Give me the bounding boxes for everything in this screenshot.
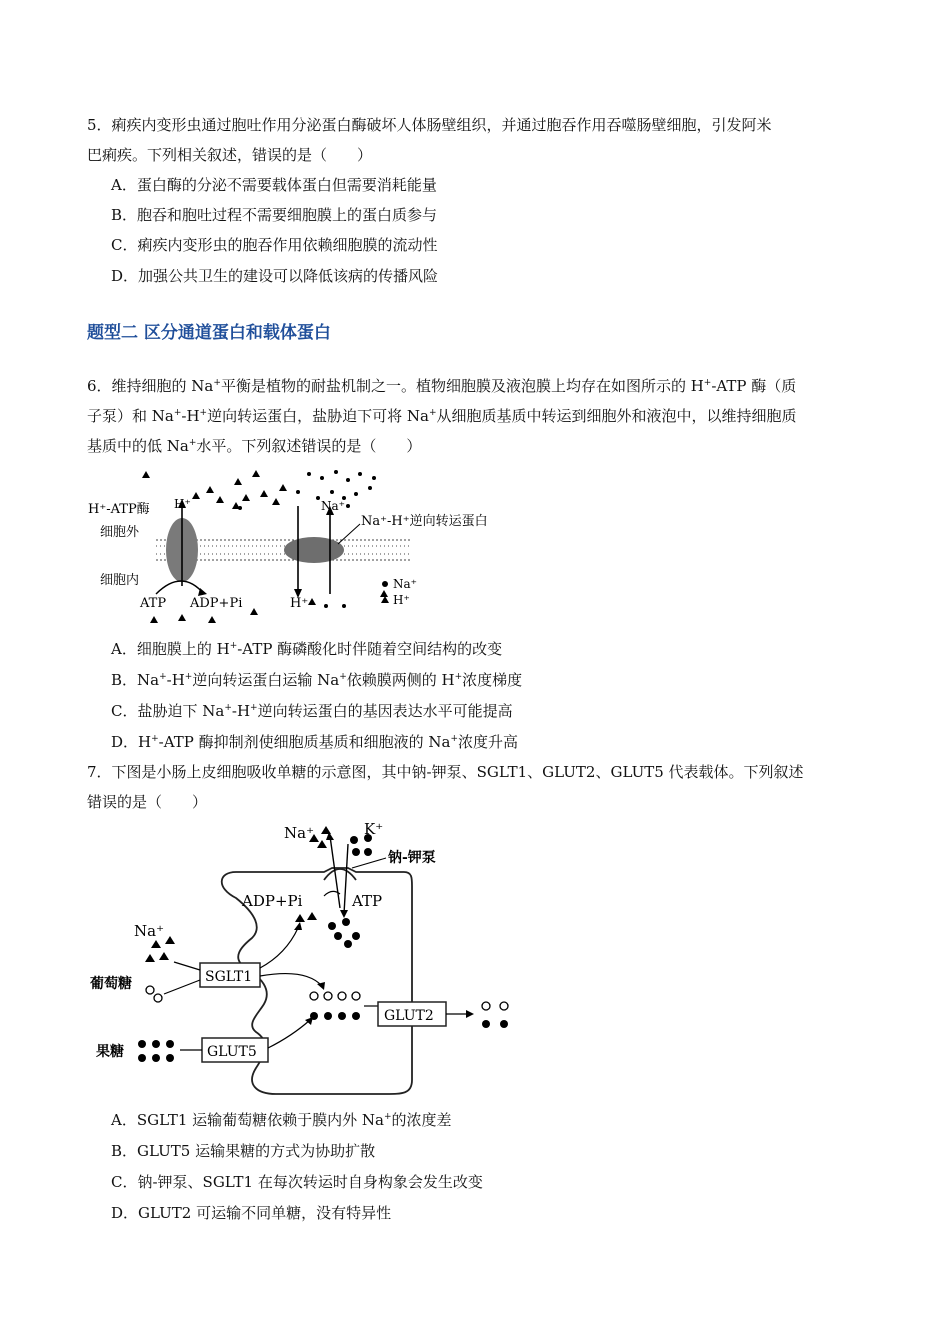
q7-option-b: B．GLUT5 运输果糖的方式为协助扩散 — [111, 1142, 376, 1160]
q7-option-c: C．钠-钾泵、SGLT1 在每次转运时自身构象会发生改变 — [111, 1173, 483, 1191]
q5-stem-line2: 巴痢疾。下列相关叙述，错误的是（ ） — [87, 146, 373, 164]
atp-label: ATP — [352, 892, 383, 910]
inside-label: 细胞内 — [100, 573, 140, 588]
h-bottom-label: H⁺ — [290, 596, 309, 611]
sglt1-label: SGLT1 — [205, 969, 253, 985]
pump-label: 钠-钾泵 — [388, 850, 436, 866]
q5-option-d: D．加强公共卫生的建设可以降低该病的传播风险 — [111, 267, 439, 285]
q6-option-d: D．H+-ATP 酶抑制剂使细胞质基质和细胞液的 Na+浓度升高 — [111, 733, 519, 751]
q5-option-a: A．蛋白酶的分泌不需要载体蛋白但需要消耗能量 — [111, 176, 437, 194]
section-title: 题型二 区分通道蛋白和载体蛋白 — [87, 323, 331, 343]
q7-option-a: A．SGLT1 运输葡萄糖依赖于膜内外 Na+的浓度差 — [111, 1111, 452, 1129]
q6-option-b: B．Na+-H+逆向转运蛋白运输 Na+依赖膜两侧的 H+浓度梯度 — [111, 671, 523, 689]
na-top-label: Na⁺ — [321, 499, 345, 513]
q6-stem-line3: 基质中的低 Na+水平。下列叙述错误的是（ ） — [87, 437, 422, 455]
na-k-pump — [324, 869, 356, 880]
legend-h-triangle — [381, 596, 389, 603]
fructose-label: 果糖 — [96, 1044, 124, 1060]
h-top-label: H⁺ — [174, 497, 191, 511]
antiporter-label: Na⁺-H⁺逆向转运蛋白 — [361, 514, 488, 529]
q5-option-c: C．痢疾内变形虫的胞吞作用依赖细胞膜的流动性 — [111, 236, 438, 254]
outside-label: 细胞外 — [100, 525, 140, 540]
q6-stem-line1: 6．维持细胞的 Na+平衡是植物的耐盐机制之一。植物细胞膜及液泡膜上均存在如图所示的 H+-ATP 酶（质 — [87, 377, 797, 395]
q6-membrane-diagram — [86, 466, 516, 626]
q6-stem-line2: 子泵）和 Na+-H+逆向转运蛋白，盐胁迫下可将 Na+从细胞质基质中转运到细胞外和液泡中，以维持细胞质 — [87, 407, 797, 425]
glucose-label: 葡萄糖 — [90, 976, 132, 992]
pump-pointer — [352, 858, 386, 868]
atp-label: ATP — [140, 596, 167, 611]
na-top-label: Na⁺ — [284, 824, 314, 842]
q6-option-c: C．盐胁迫下 Na+-H+逆向转运蛋白的基因表达水平可能提高 — [111, 702, 513, 720]
glut2-label: GLUT2 — [384, 1008, 434, 1024]
legend-na-dot — [382, 581, 388, 587]
k-top-label: K⁺ — [364, 820, 384, 838]
q7-option-d: D．GLUT2 可运输不同单糖，没有特异性 — [111, 1204, 392, 1222]
q7-stem-line2: 错误的是（ ） — [87, 793, 208, 811]
q5-option-b: B．胞吞和胞吐过程不需要细胞膜上的蛋白质参与 — [111, 206, 438, 224]
legend-na: Na⁺ — [393, 577, 417, 591]
q7-stem-line1: 7．下图是小肠上皮细胞吸收单糖的示意图，其中钠-钾泵、SGLT1、GLUT2、GLUT5 代表载体。下列叙述 — [87, 763, 804, 781]
na-left-label: Na⁺ — [134, 922, 164, 940]
pump-ion-markers — [295, 826, 372, 948]
antiporter-protein — [284, 537, 344, 563]
legend-h: H⁺ — [393, 593, 410, 607]
adp-label: ADP+Pi — [242, 892, 303, 910]
glut5-label: GLUT5 — [207, 1044, 257, 1060]
adp-label: ADP+Pi — [190, 596, 243, 611]
q6-option-a: A．细胞膜上的 H+-ATP 酶磷酸化时伴随着空间结构的改变 — [111, 640, 503, 658]
q5-stem-line1: 5．痢疾内变形虫通过胞吐作用分泌蛋白酶破坏人体肠壁组织，并通过胞吞作用吞噬肠壁细胞，引发阿米 — [87, 116, 772, 134]
q7-intestinal-cell-diagram — [86, 818, 526, 1100]
h-atpase-label: H⁺-ATP酶 — [88, 502, 150, 517]
